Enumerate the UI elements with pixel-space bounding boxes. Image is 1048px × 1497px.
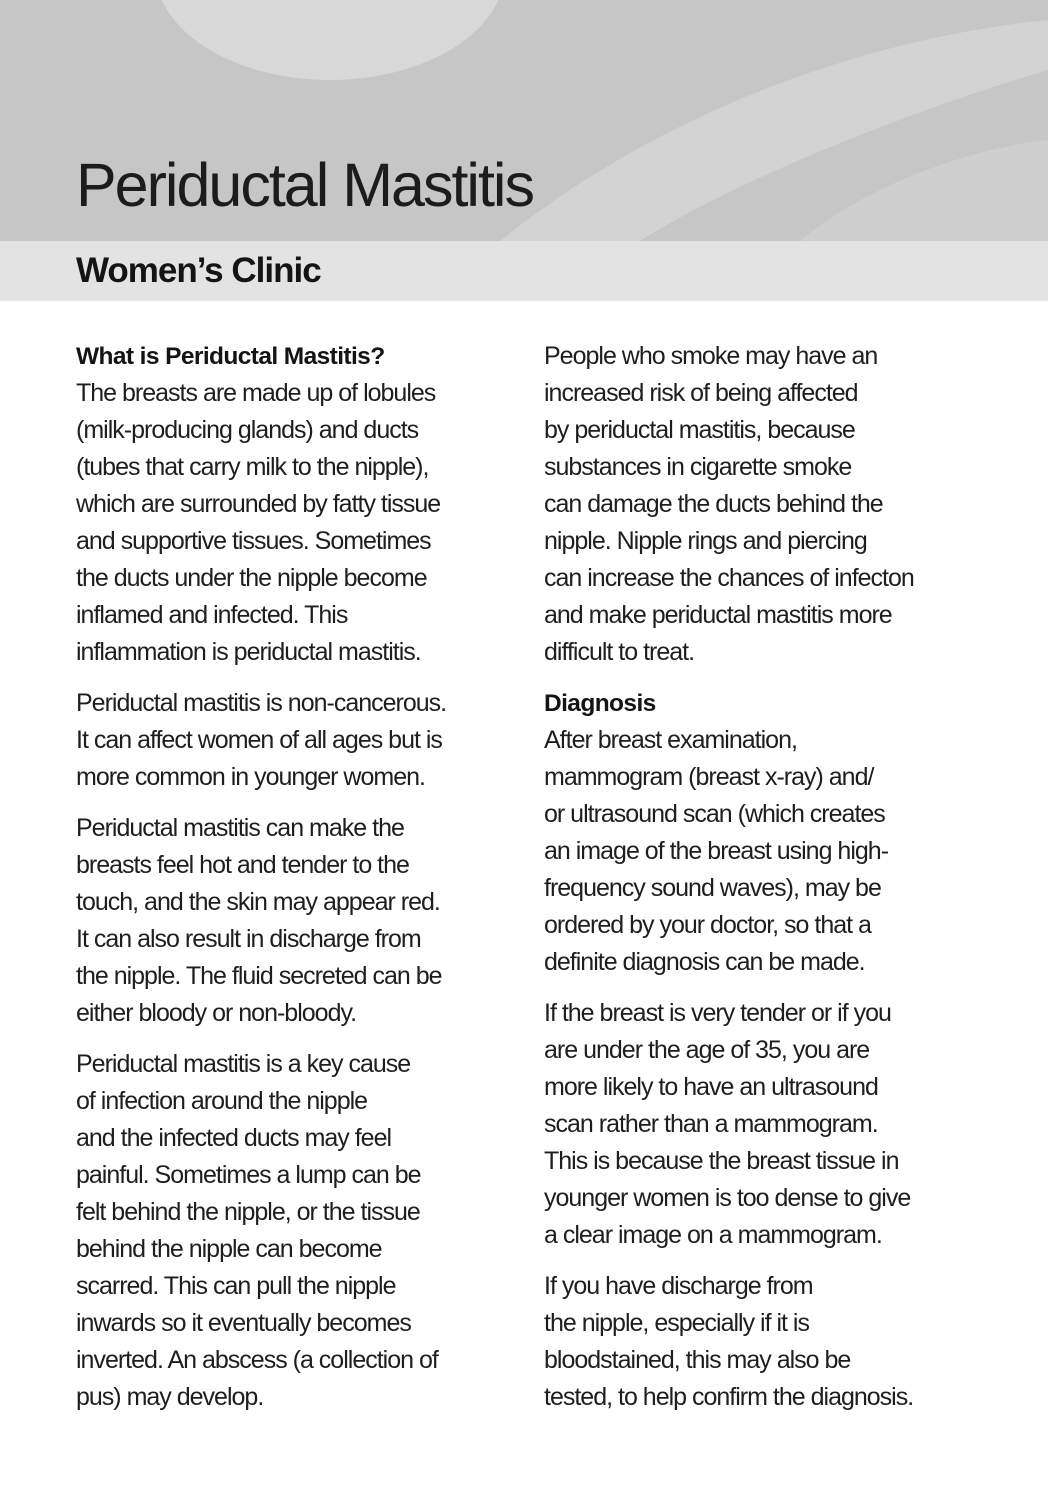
header-band xyxy=(0,0,1048,241)
text-line: can increase the chances of infecton xyxy=(544,564,914,592)
paragraph-infection xyxy=(76,1046,516,1416)
text-line: scarred. This can pull the nipple xyxy=(76,1272,396,1300)
text-line: difficult to treat. xyxy=(544,638,695,666)
text-line: It can also result in discharge from xyxy=(76,925,421,953)
text-line: If you have discharge from xyxy=(544,1272,813,1300)
text-line: After breast examination, xyxy=(544,726,797,754)
paragraph-discharge-test xyxy=(544,1268,984,1416)
left-column xyxy=(76,338,516,1430)
text-line: definite diagnosis can be made. xyxy=(544,948,865,976)
text-line: (milk-producing glands) and ducts xyxy=(76,416,419,444)
text-line: and the infected ducts may feel xyxy=(76,1124,392,1152)
text-line: substances in cigarette smoke xyxy=(544,453,852,481)
text-line: inflamed and infected. This xyxy=(76,601,348,629)
paragraph-examination xyxy=(544,722,984,981)
decorative-arc xyxy=(800,140,1048,241)
text-line: by periductal mastitis, because xyxy=(544,416,855,444)
text-line: the nipple. The fluid secreted can be xyxy=(76,962,442,990)
text-line: are under the age of 35, you are xyxy=(544,1036,870,1064)
text-line: younger women is too dense to give xyxy=(544,1184,911,1212)
text-line: People who smoke may have an xyxy=(544,342,878,370)
text-line: behind the nipple can become xyxy=(76,1235,382,1263)
page-title: Periductal Mastitis xyxy=(76,151,533,219)
paragraph-smoking xyxy=(544,338,984,671)
text-line: either bloody or non-bloody. xyxy=(76,999,357,1027)
text-line: increased risk of being affected xyxy=(544,379,858,407)
text-line: bloodstained, this may also be xyxy=(544,1346,851,1374)
paragraph-non-cancerous xyxy=(76,685,516,796)
subtitle-band xyxy=(0,241,1048,301)
text-line: mammogram (breast x-ray) and/ xyxy=(544,763,874,791)
decorative-circle xyxy=(155,0,505,80)
text-line: touch, and the skin may appear red. xyxy=(76,888,440,916)
text-line: a clear image on a mammogram. xyxy=(544,1221,882,1249)
section-heading-diagnosis: Diagnosis xyxy=(544,690,656,717)
text-line: Periductal mastitis can make the xyxy=(76,814,404,842)
text-line: breasts feel hot and tender to the xyxy=(76,851,409,879)
clinic-subtitle: Women’s Clinic xyxy=(76,251,321,290)
text-line: It can affect women of all ages but is xyxy=(76,726,442,754)
text-line: tested, to help confirm the diagnosis. xyxy=(544,1383,914,1411)
text-line: the nipple, especially if it is xyxy=(544,1309,809,1337)
paragraph-ultrasound xyxy=(544,995,984,1254)
text-line: ordered by your doctor, so that a xyxy=(544,911,871,939)
text-line: can damage the ducts behind the xyxy=(544,490,883,518)
right-column xyxy=(544,338,984,1430)
text-line: scan rather than a mammogram. xyxy=(544,1110,878,1138)
text-line: (tubes that carry milk to the nipple), xyxy=(76,453,429,481)
text-line: frequency sound waves), may be xyxy=(544,874,881,902)
text-line: the ducts under the nipple become xyxy=(76,564,427,592)
text-line: Periductal mastitis is non-cancerous. xyxy=(76,689,447,717)
text-line: and supportive tissues. Sometimes xyxy=(76,527,431,555)
text-line: and make periductal mastitis more xyxy=(544,601,892,629)
text-line: painful. Sometimes a lump can be xyxy=(76,1161,421,1189)
text-line: This is because the breast tissue in xyxy=(544,1147,899,1175)
paragraph-symptoms xyxy=(76,810,516,1032)
section-heading-what-is: What is Periductal Mastitis? xyxy=(76,343,385,370)
text-line: pus) may develop. xyxy=(76,1383,264,1411)
text-line: The breasts are made up of lobules xyxy=(76,379,436,407)
text-line: If the breast is very tender or if you xyxy=(544,999,891,1027)
text-line: felt behind the nipple, or the tissue xyxy=(76,1198,420,1226)
paragraph-definition xyxy=(76,375,516,671)
text-line: more common in younger women. xyxy=(76,763,425,791)
text-line: Periductal mastitis is a key cause xyxy=(76,1050,411,1078)
text-line: inwards so it eventually becomes xyxy=(76,1309,411,1337)
text-line: an image of the breast using high- xyxy=(544,837,889,865)
text-line: of infection around the nipple xyxy=(76,1087,368,1115)
text-line: more likely to have an ultrasound xyxy=(544,1073,878,1101)
text-line: inflammation is periductal mastitis. xyxy=(76,638,421,666)
text-line: nipple. Nipple rings and piercing xyxy=(544,527,867,555)
text-line: inverted. An abscess (a collection of xyxy=(76,1346,438,1374)
text-line: which are surrounded by fatty tissue xyxy=(76,490,441,518)
text-line: or ultrasound scan (which creates xyxy=(544,800,885,828)
